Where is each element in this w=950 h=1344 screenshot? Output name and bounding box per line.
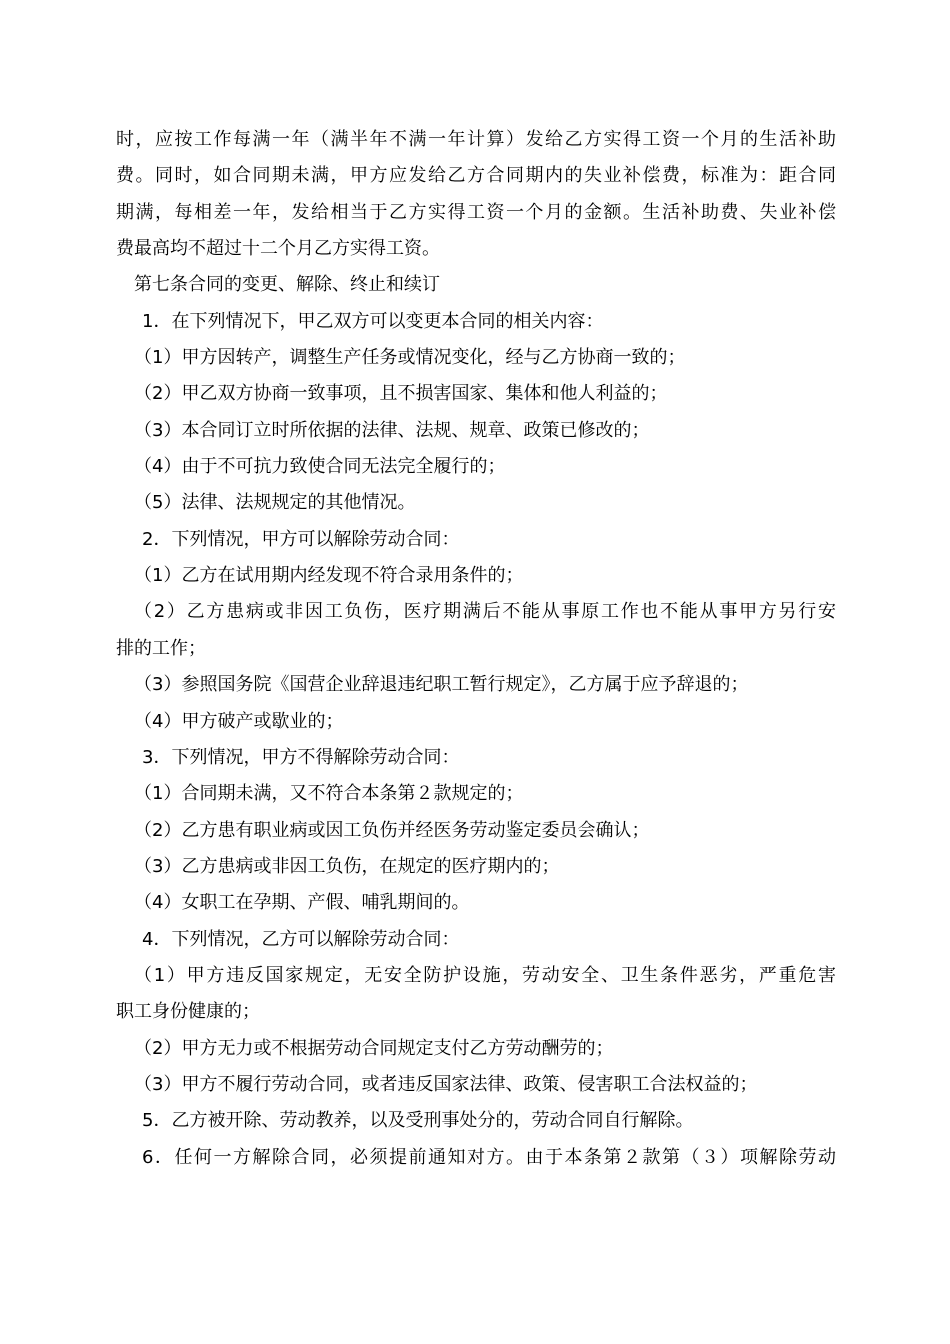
sub-clause-item: （2）甲乙双方协商一致事项，且不损害国家、集体和他人利益的；	[134, 383, 668, 405]
sub-clause-item: （3）乙方患病或非因工负伤，在规定的医疗期内的；	[134, 855, 560, 877]
sub-clause-item: （4）女职工在孕期、产假、哺乳期间的。	[134, 892, 470, 914]
sub-clause-item: （4）由于不可抗力致使合同无法完全履行的；	[134, 456, 506, 478]
sub-clause-item: （3）本合同订立时所依据的法律、法规、规章、政策已修改的；	[134, 419, 650, 441]
sub-clause-item: （2）甲方无力或不根据劳动合同规定支付乙方劳动酬劳的；	[134, 1037, 614, 1059]
clause-item: 4．下列情况，乙方可以解除劳动合同：	[142, 928, 460, 950]
text-line: 费。同时，如合同期未满，甲方应发给乙方合同期内的失业补偿费，标准为：距合同	[116, 165, 836, 187]
sub-clause-item: （3）甲方不履行劳动合同，或者违反国家法律、政策、侵害职工合法权益的；	[134, 1073, 758, 1095]
clause-item: 2．下列情况，甲方可以解除劳动合同：	[142, 528, 460, 550]
sub-clause-item: （1）乙方在试用期内经发现不符合录用条件的；	[134, 565, 524, 587]
sub-clause-item: （5）法律、法规规定的其他情况。	[134, 492, 416, 514]
text-line: 期满，每相差一年，发给相当于乙方实得工资一个月的金额。生活补助费、失业补偿	[116, 201, 836, 223]
clause-item: 6．任何一方解除合同，必须提前通知对方。由于本条第２款第（３）项解除劳动	[142, 1146, 836, 1168]
sub-clause-item: （3）参照国务院《国营企业辞退违纪职工暂行规定》，乙方属于应予辞退的；	[134, 674, 749, 696]
text-line: 职工身份健康的；	[116, 1001, 260, 1023]
sub-clause-item: （2）乙方患病或非因工负伤，医疗期满后不能从事原工作也不能从事甲方另行安	[134, 601, 836, 623]
clause-item: 5．乙方被开除、劳动教养，以及受刑事处分的，劳动合同自行解除。	[142, 1110, 694, 1132]
section-heading: 第七条合同的变更、解除、终止和续订	[134, 274, 440, 296]
clause-item: 3．下列情况，甲方不得解除劳动合同：	[142, 746, 460, 768]
sub-clause-item: （1）合同期未满，又不符合本条第２款规定的；	[134, 783, 524, 805]
sub-clause-item: （4）甲方破产或歇业的；	[134, 710, 344, 732]
text-line: 时，应按工作每满一年（满半年不满一年计算）发给乙方实得工资一个月的生活补助	[116, 129, 836, 150]
text-line: 费最高均不超过十二个月乙方实得工资。	[116, 238, 440, 260]
clause-item: 1．在下列情况下，甲乙双方可以变更本合同的相关内容：	[142, 310, 604, 332]
text-line: 排的工作；	[116, 637, 206, 659]
sub-clause-item: （1）甲方违反国家规定，无安全防护设施，劳动安全、卫生条件恶劣，严重危害	[134, 964, 836, 986]
sub-clause-item: （1）甲方因转产，调整生产任务或情况变化，经与乙方协商一致的；	[134, 347, 686, 369]
document-body	[116, 122, 836, 1176]
sub-clause-item: （2）乙方患有职业病或因工负伤并经医务劳动鉴定委员会确认；	[134, 819, 650, 841]
